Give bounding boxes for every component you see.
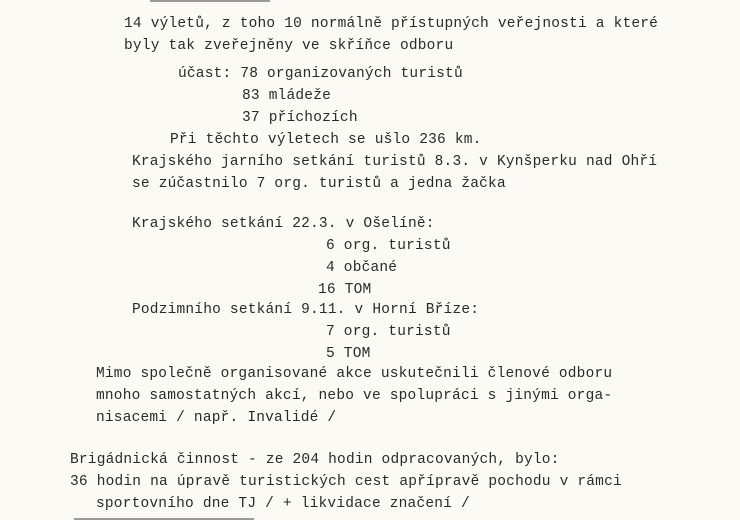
text-line: 83 mládeže [242, 88, 332, 104]
text-line: mnoho samostatných akcí, nebo ve spolupráci s jinými orga- [96, 388, 613, 404]
text-line: 7 org. turistů [326, 324, 451, 340]
text-line: se zúčastnilo 7 org. turistů a jedna žačka [132, 176, 506, 192]
text-line: 37 příchozích [242, 110, 358, 126]
text-line: 5 TOM [326, 346, 371, 362]
text-line: Mimo společně organisované akce uskutečnili členové odboru [96, 366, 613, 382]
text-line: účast: 78 organizovaných turistů [178, 66, 463, 82]
text-line: Podzimního setkání 9.11. v Horní Bříze: [132, 302, 480, 318]
text-line: sportovního dne TJ / + likvidace značení / [96, 496, 470, 512]
text-line: byly tak zveřejněny ve skříňce odboru [124, 38, 454, 54]
text-line: 6 org. turistů [326, 238, 451, 254]
text-line: 36 hodin na úpravě turistických cest apřípravě pochodu v rámci [70, 474, 622, 490]
text-line: Při těchto výletech se ušlo 236 km. [170, 132, 482, 148]
text-line: nisacemi / např. Invalidé / [96, 410, 337, 426]
text-line: Krajského setkání 22.3. v Ošelíně: [132, 216, 435, 232]
cut-off-text-top [150, 0, 270, 2]
text-line: 16 TOM [318, 282, 372, 298]
text-line: Krajského jarního setkání turistů 8.3. v Kynšperku nad Ohří [132, 154, 658, 170]
text-line: Brigádnická činnost - ze 204 hodin odpracovaných, bylo: [70, 452, 560, 468]
text-line: 14 výletů, z toho 10 normálně přístupných veřejnosti a které [124, 16, 659, 32]
text-line: 4 občané [326, 260, 398, 276]
